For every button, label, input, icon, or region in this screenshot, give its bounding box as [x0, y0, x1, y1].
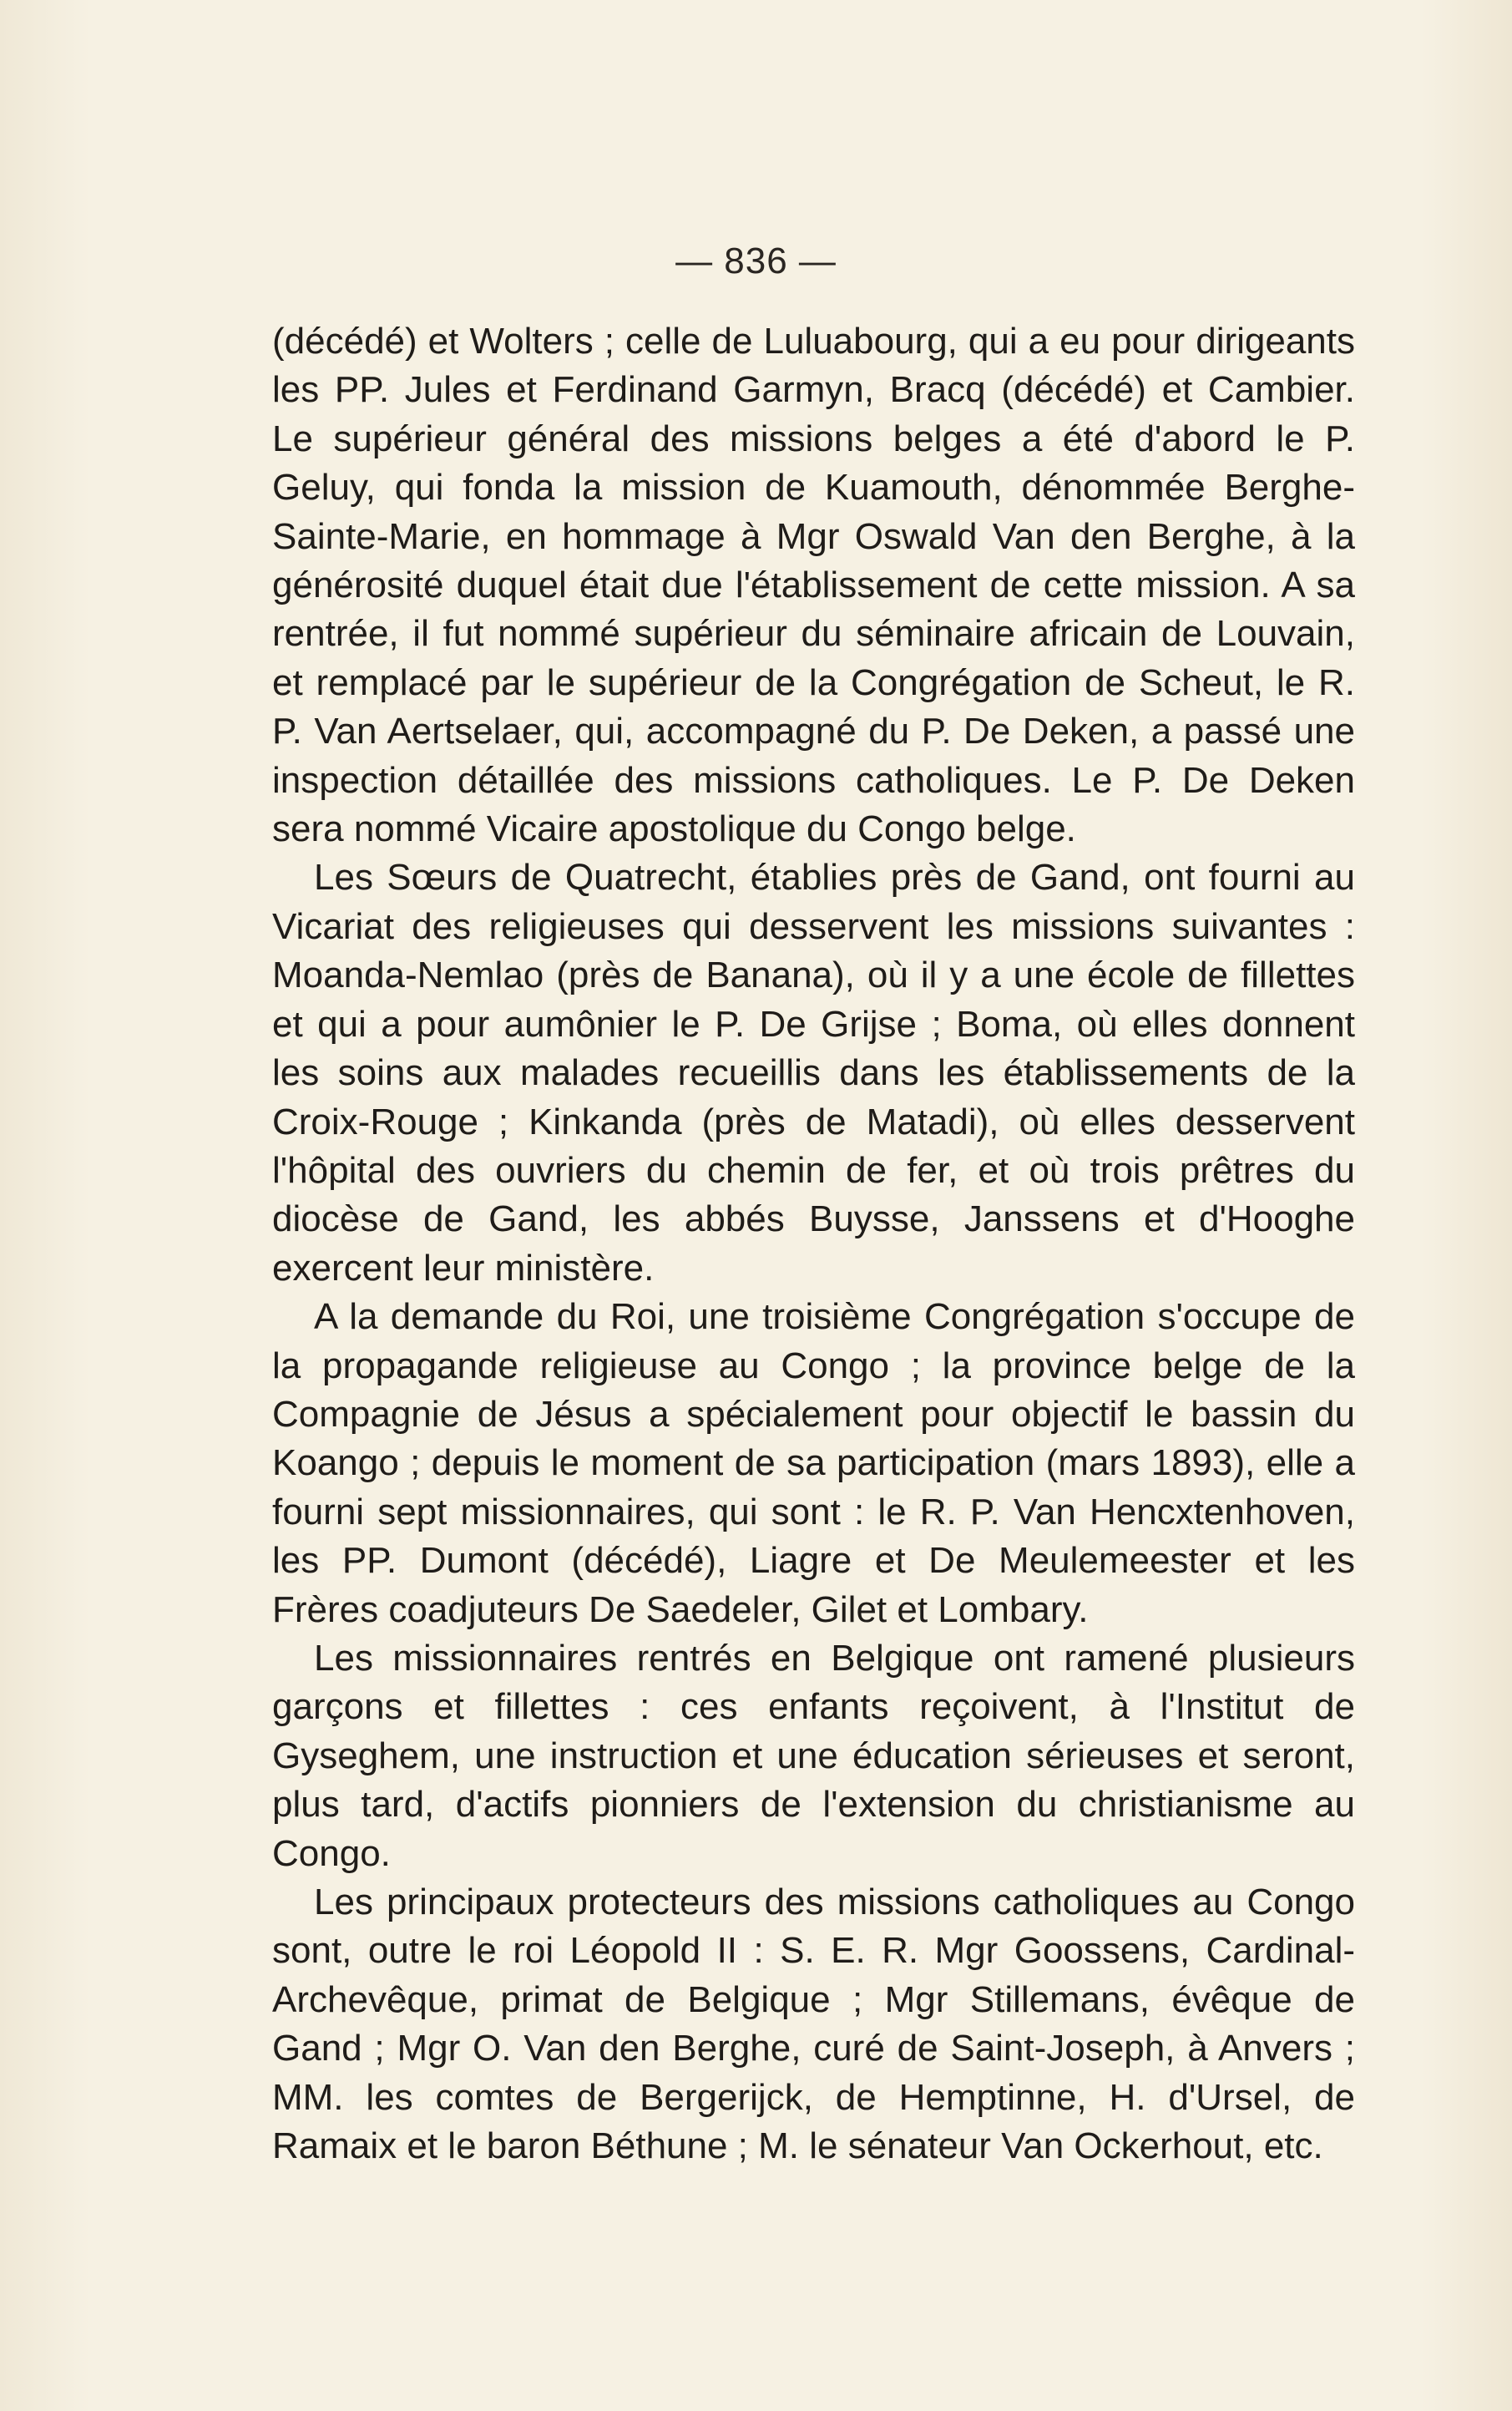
- paragraph-continuation: (décédé) et Wolters ; celle de Luluabourg, qui a eu pour dirigeants les PP. Jules et Ferdinand Garmyn, Bracq (décédé) et Cambier. Le supérieur général des missions belges a été d'abord le P. Geluy, qui fonda la mission de Kuamouth, dénommée Berghe-Sainte-Marie, en hommage à Mgr Oswald Van den Berghe, à la générosité duquel était due l'établissement de cette mission. A sa rentrée, il fut nommé supérieur du séminaire africain de Louvain, et remplacé par le supérieur de la Congrégation de Scheut, le R. P. Van Aertselaer, qui, accompagné du P. De Deken, a passé une inspection détaillée des missions catholiques. Le P. De Deken sera nommé Vicaire apostolique du Congo belge.: [272, 321, 1355, 850]
- body-text: [272, 317, 1355, 2170]
- paragraph-missionnaires-rentres: Les missionnaires rentrés en Belgique ont ramené plusieurs garçons et fillettes : ces enfants reçoivent, à l'Institut de Gyseghem, une instruction et une éducation sérieuses et seront, plus tard, d'actifs pionniers de l'extension du christianisme au Congo.: [272, 1637, 1355, 1874]
- paragraph-soeurs-quatrecht: Les Sœurs de Quatrecht, établies près de Gand, ont fourni au Vicariat des religieuses qui desservent les missions suivantes : Moanda-Nemlao (près de Banana), où il y a une école de fillettes et qui a pour aumônier le P. De Grijse ; Boma, où elles donnent les soins aux malades recueillis dans les établissements de la Croix-Rouge ; Kinkanda (près de Matadi), où elles desservent l'hôpital des ouvriers du chemin de fer, et où trois prêtres du diocèse de Gand, les abbés Buysse, Janssens et d'Hooghe exercent leur ministère.: [272, 857, 1355, 1289]
- page-number: — 836 —: [675, 241, 837, 281]
- paragraph-protecteurs: Les principaux protecteurs des missions catholiques au Congo sont, outre le roi Léopold II : S. E. R. Mgr Goossens, Cardinal-Archevêque, primat de Belgique ; Mgr Stillemans, évêque de Gand ; Mgr O. Van den Berghe, curé de Saint-Joseph, à Anvers ; MM. les comtes de Bergerijck, de Hemptinne, H. d'Ursel, de Ramaix et le baron Béthune ; M. le sénateur Van Ockerhout, etc.: [272, 1882, 1355, 2167]
- paragraph-compagnie-jesus: A la demande du Roi, une troisième Congrégation s'occupe de la propagande religieuse au Congo ; la province belge de la Compagnie de Jésus a spécialement pour objectif le bassin du Koango ; depuis le moment de sa participation (mars 1893), elle a fourni sept missionnaires, qui sont : le R. P. Van Hencxtenhoven, les PP. Dumont (décédé), Liagre et De Meulemeester et les Frères coadjuteurs De Saedeler, Gilet et Lombary.: [272, 1296, 1355, 1630]
